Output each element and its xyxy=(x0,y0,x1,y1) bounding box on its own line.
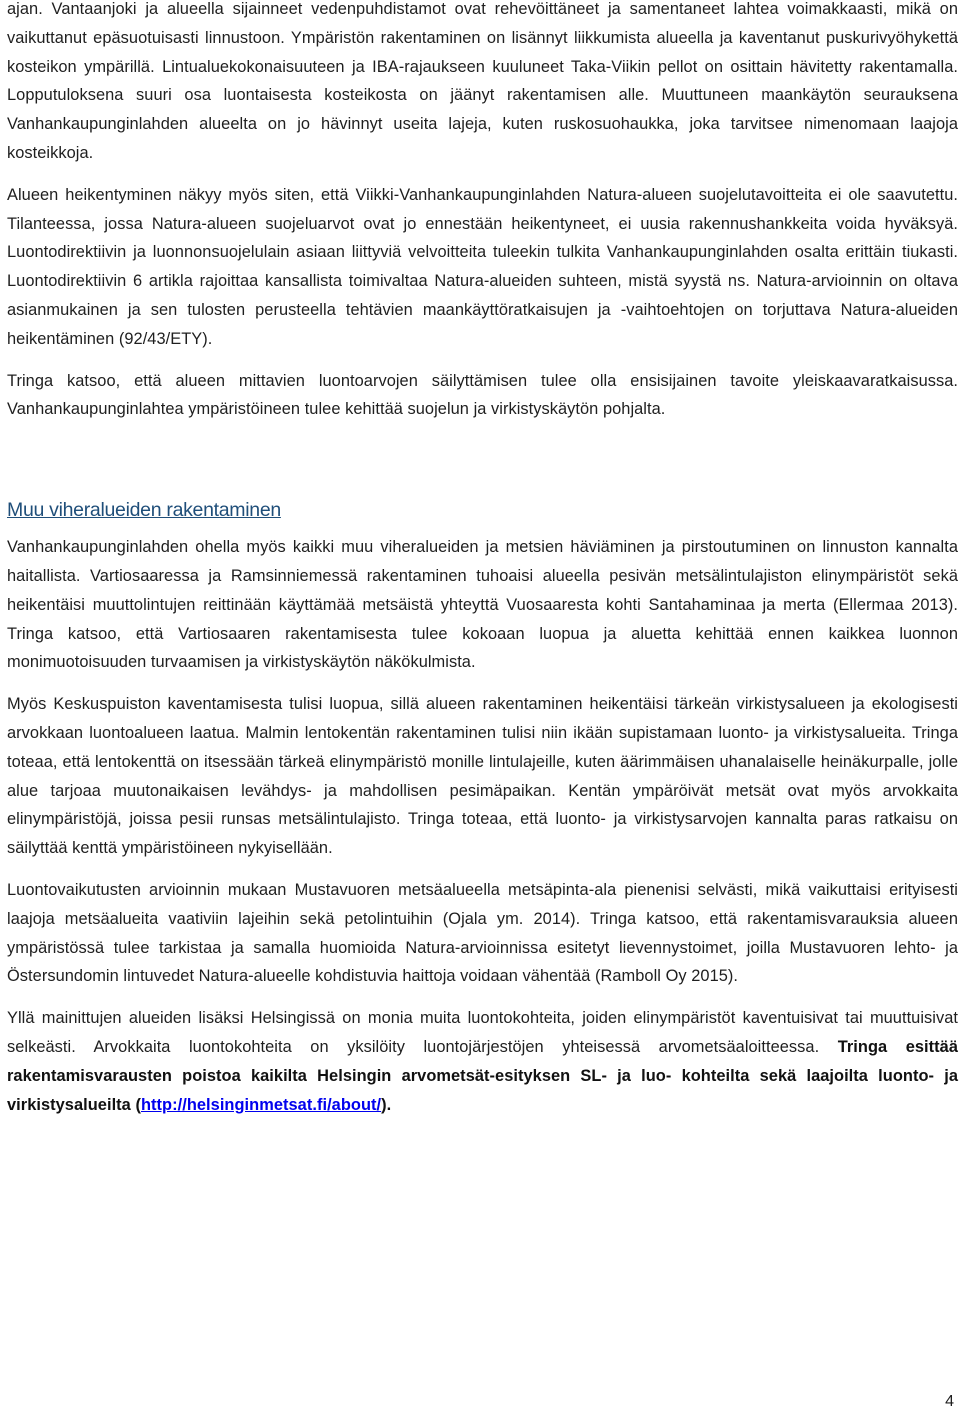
paragraph-other-sites-text: Yllä mainittujen alueiden lisäksi Helsingissä on monia muita luontokohteita, joiden elinympäristöt kaventuisivat tai muuttuisivat selkeästi. Arvokkaita luontokohteita on yksilöity luontojärjestöjen yhteisessä arvometsäaloitteessa. xyxy=(7,1009,958,1056)
paragraph-vanhankaupunginlahti: ajan. Vantaanjoki ja alueella sijainneet vedenpuhdistamot ovat rehevöittäneet ja samentaneet lahtea voimakkaasti, mikä on vaikuttanut epäsuotuisasti linnustoon. Ympäristön rakentaminen on lisännyt liikkumista alueella ja kaventanut puskurivyöhykettä kosteikon ympärillä. Lintualuekokonaisuuteen ja IBA-rajaukseen kuuluneet Taka-Viikin pellot on osittain hävitetty rakentamalla. Lopputuloksena suuri osa luontaisesta kosteikosta on jäänyt rakentamisen alle. Muuttuneen maankäytön seurauksena Vanhankaupunginlahden alueelta on jo hävinnyt useita lajeja, kuten ruskosuohaukka, joka tarvitsee nimenomaan laajoja kosteikkoja. xyxy=(7,0,958,162)
tringa-proposal-end: ). xyxy=(381,1095,392,1114)
page-number: 4 xyxy=(945,1393,954,1410)
paragraph-mustavuori: Luontovaikutusten arvioinnin mukaan Mustavuoren metsäalueella metsäpinta-ala pienenisi selvästi, mikä vaikuttaisi erityisesti laajoja metsäalueita vaativiin lajeihin sekä petolintuihin (Ojala ym. 2014). Tringa katsoo, että rakentamisvarauksia alueen ympäristössä tulee tarkistaa ja samalla huomioida Natura-arvioinnissa esitetyt lievennystoimet, joilla Mustavuoren lehto- ja Östersundomin lintuvedet Natura-alueelle kohdistuvia haittoja voidaan vähentää (Ramboll Oy 2015). xyxy=(7,880,958,986)
paragraph-green-areas: Vanhankaupunginlahden ohella myös kaikki muu viheralueiden ja metsien häviäminen ja pirstoutuminen on linnuston kannalta haitallista. Vartiosaaressa ja Ramsinniemessä rakentaminen tuhoaisi alueella pesivän metsälintulajiston elinympäristöt sekä heikentäisi muuttolintujen reittinään käyttämää metsäistä yhteyttä Vuosaaresta kohti Santahaminaa ja merta (Ellermaa 2013). Tringa katsoo, että Vartiosaaren rakentamisesta tulee kokoaan luopua ja aluetta kehittää ennen kaikkea luonnon monimuotoisuuden turvaamisen ja virkistyskäytön näkökulmista. xyxy=(7,538,958,672)
section-heading: Muu viheralueiden rakentaminen xyxy=(7,499,281,522)
paragraph-tringa-view: Tringa katsoo, että alueen mittavien luontoarvojen säilyttämisen tulee olla ensisijainen tavoite yleiskaavaratkaisussa. Vanhankaupunginlahtea ympäristöineen tulee kehittää suojelun ja virkistyskäytön pohjalta. xyxy=(7,371,958,419)
helsinginmetsat-link[interactable]: http://helsinginmetsat.fi/about/ xyxy=(140,1095,382,1114)
document-page xyxy=(7,0,958,1119)
paragraph-other-sites xyxy=(7,1004,958,1119)
paragraph-natura-weakening: Alueen heikentyminen näkyy myös siten, että Viikki-Vanhankaupunginlahden Natura-alueen suojelutavoitteita ei ole saavutettu. Tilanteessa, jossa Natura-alueen suojeluarvot ovat jo ennestään heikentyneet, ei uusia rakennushankkeita voida hyväksyä. Luontodirektiivin ja luonnonsuojelulain asiaan liittyviä velvoitteita tuleekin tulkita Vanhankaupunginlahden osalta erittäin tiukasti. Luontodirektiivin 6 artikla rajoittaa kansallista toimivaltaa Natura-alueiden suhteen, mistä syystä ns. Natura-arvioinnin on oltava asianmukainen ja sen tulosten perusteella tehtävien maankäyttöratkaisujen ja -vaihtoehtojen on torjuttava Natura-alueiden heikentäminen (92/43/ETY). xyxy=(7,185,958,348)
tringa-proposal-text: Tringa esittää rakentamisvarausten poistoa kaikilta Helsingin arvometsät-esityksen SL- ja luo- kohteilta sekä laajoilta luonto- ja virkistysalueilta ( xyxy=(7,1037,958,1114)
paragraph-keskuspuisto-malmi: Myös Keskuspuiston kaventamisesta tulisi luopua, sillä alueen rakentaminen heikentäisi tärkeän virkistysalueen ja ekologisesti arvokkaan luontoalueen laatua. Malmin lentokentän rakentaminen tulisi niin ikään supistamaan luonto- ja virkistysalueita. Tringa toteaa, että lentokenttä on itsessään tärkeä elinympäristö monille lintulajeille, kuten äärimmäisen uhanalaiselle heinäkurpalle, jolle alue tarjoaa muutonaikaisen levähdys- ja mahdollisen pesimäpaikan. Kentän ympäröivät metsät ovat myös arvokkaita elinympäristöjä, joissa pesii runsas metsälintulajisto. Tringa toteaa, että luonto- ja virkistysarvojen kannalta paras ratkaisu on säilyttää kenttä ympäristöineen nykyisellään. xyxy=(7,695,958,858)
